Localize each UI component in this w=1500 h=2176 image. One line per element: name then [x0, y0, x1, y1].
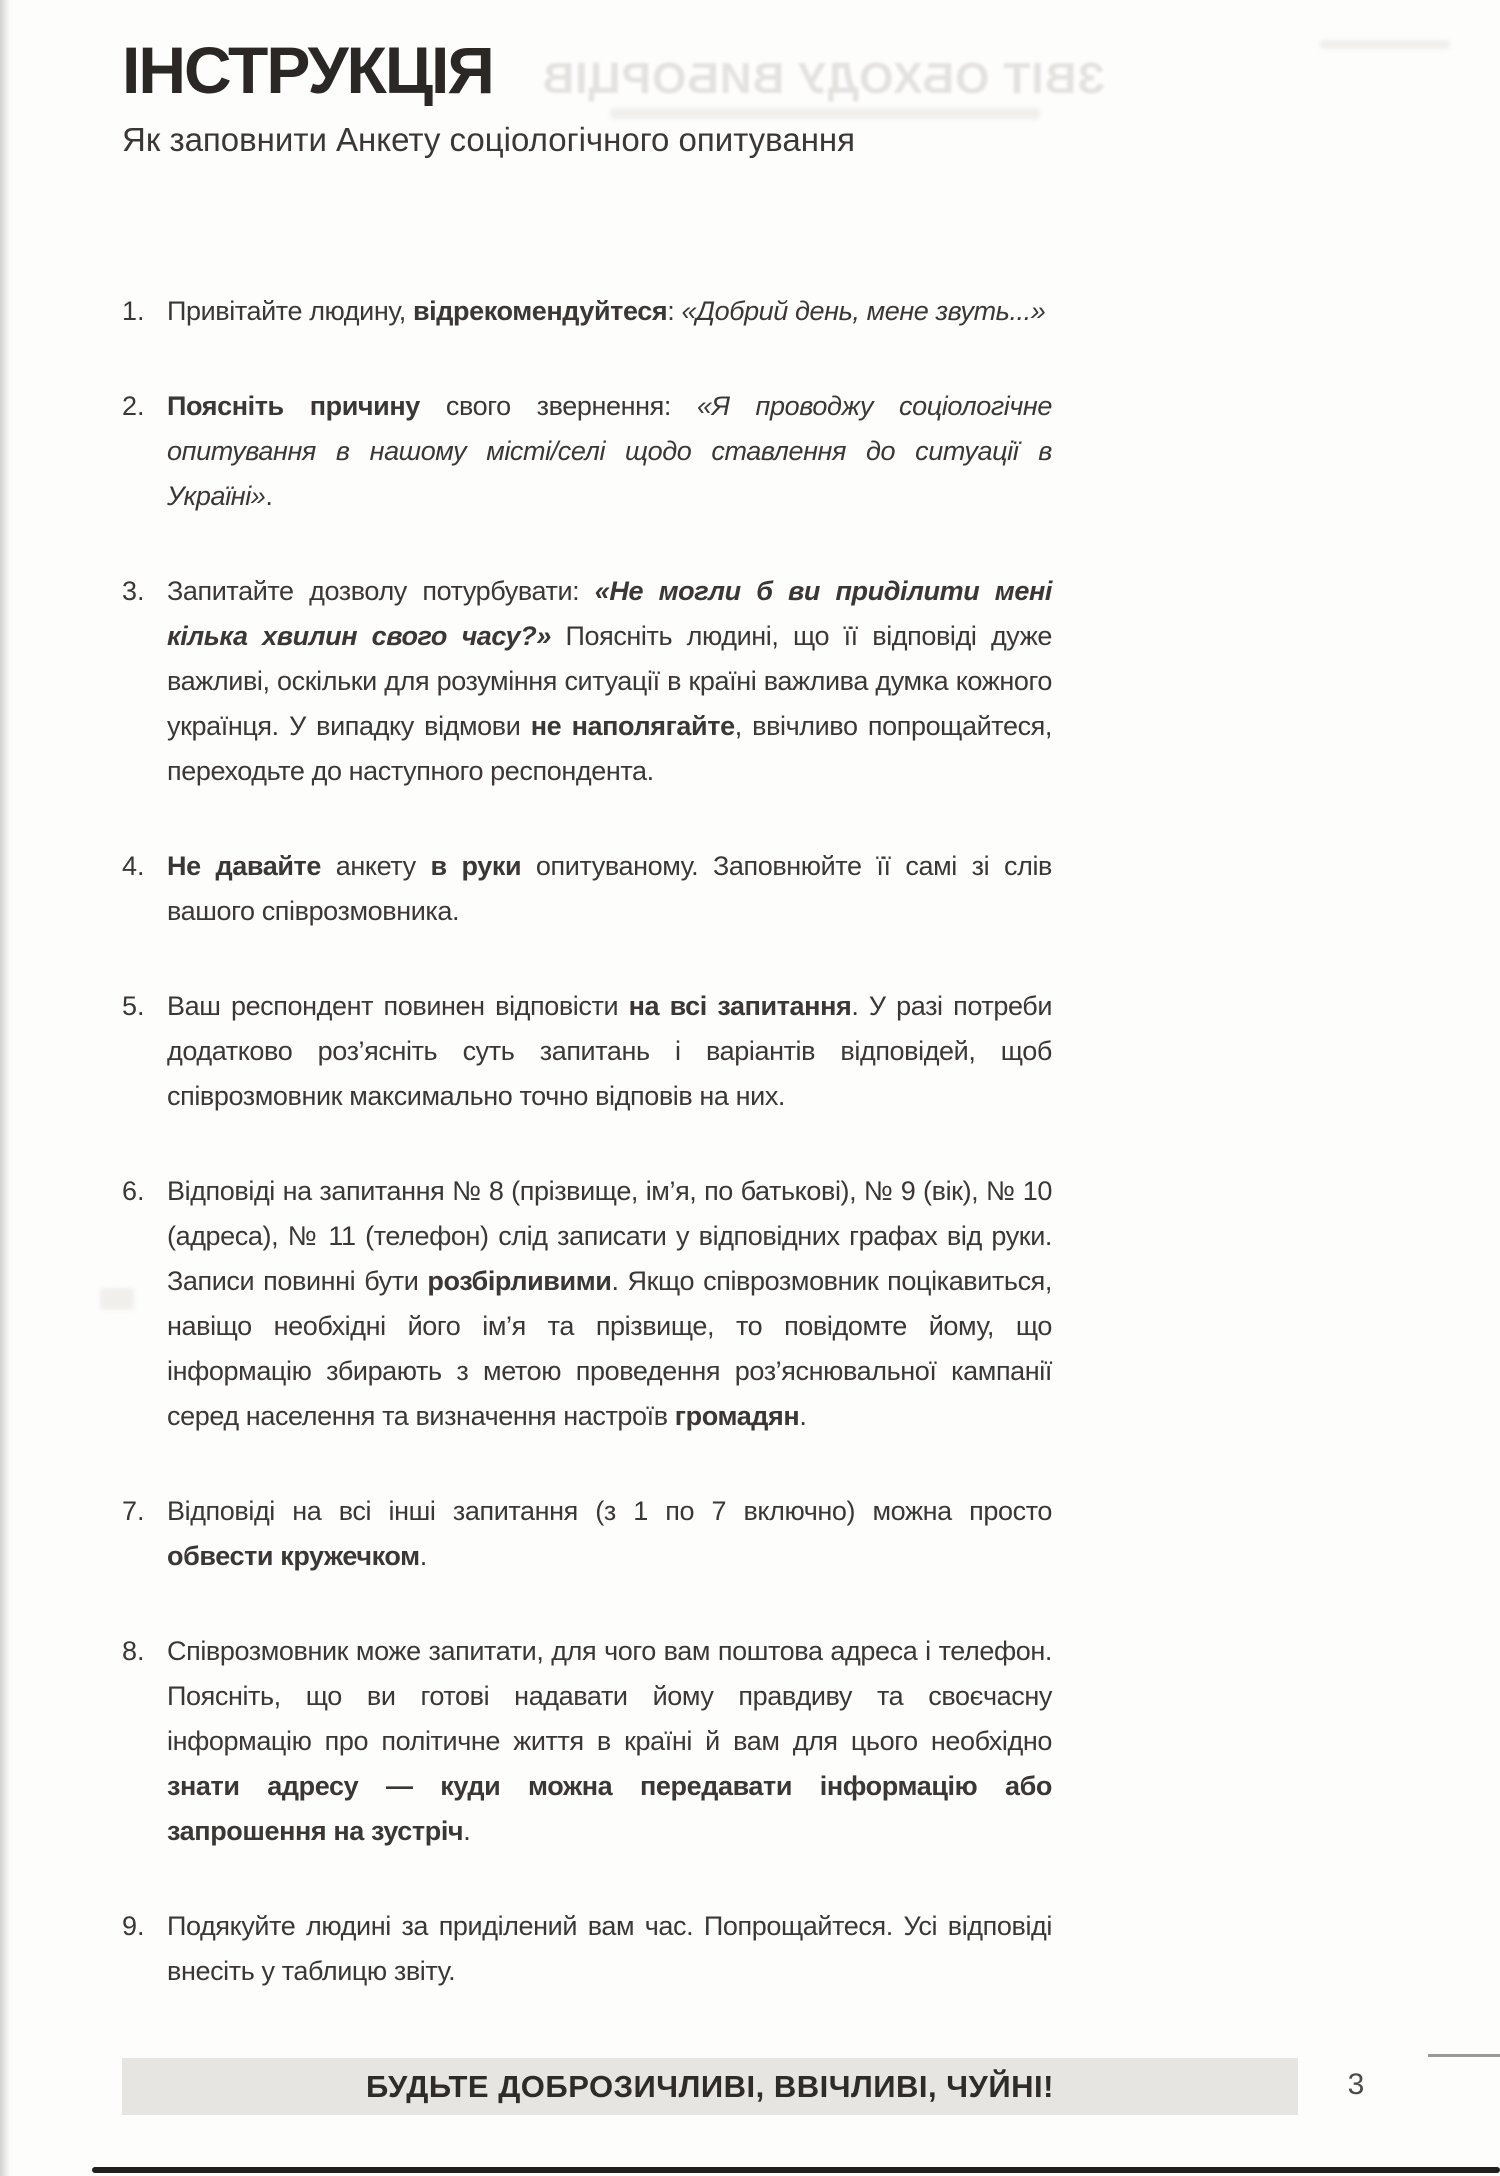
document-content — [122, 33, 1053, 2044]
item-text: Ваш респондент повинен відповісти на всі запитання. У разі потреби додатково роз’ясніть суть запитань і варіантів відповідей, щоб співрозмовник максимально точно відповів на них. — [167, 990, 1052, 1111]
item-number: 3. — [122, 575, 145, 606]
instruction-item — [122, 1904, 1052, 1994]
item-number: 6. — [122, 1175, 145, 1206]
instruction-list — [122, 289, 1052, 1994]
item-text: Не давайте анкету в руки опитуваному. Заповнюйте її самі зі слів вашого співрозмовника. — [167, 850, 1052, 926]
scan-artifact-left-edge — [0, 0, 10, 2176]
item-number: 7. — [122, 1495, 145, 1526]
instruction-item — [122, 844, 1052, 934]
item-number: 9. — [122, 1910, 145, 1941]
footer-banner: БУДЬТЕ ДОБРОЗИЧЛИВІ, ВВІЧЛИВІ, ЧУЙНІ! — [122, 2058, 1298, 2115]
item-number: 4. — [122, 850, 145, 881]
instruction-item — [122, 1489, 1052, 1579]
instruction-item — [122, 569, 1052, 794]
item-text: Подякуйте людині за приділений вам час. Попрощайтеся. Усі відповіді внесіть у таблицю звіту. — [167, 1910, 1052, 1986]
scan-artifact-bottom-edge — [92, 2167, 1500, 2173]
item-number: 1. — [122, 295, 145, 326]
bleedthrough-text: ЗВІТ ОБХОДУ ВИБОРЦІВ — [541, 54, 1105, 103]
instruction-item — [122, 984, 1052, 1119]
item-text: Поясніть причину свого звернення: «Я проводжу соціологічне опитування в нашому місті/селі щодо ставлення до ситуації в Україні». — [167, 390, 1052, 511]
item-number: 2. — [122, 390, 145, 421]
item-text: Відповіді на всі інші запитання (з 1 по 7 включно) можна просто обвести кружечком. — [167, 1495, 1052, 1571]
item-number: 5. — [122, 990, 145, 1021]
instruction-item — [122, 384, 1052, 519]
item-text: Співрозмовник може запитати, для чого вам поштова адреса і телефон. Поясніть, що ви готові надавати йому правдиву та своєчасну інформацію про політичне життя в країні й вам для цього необхідно знати адресу — куди можна передавати інформацію або запрошення на зустріч. — [167, 1635, 1052, 1846]
instruction-item — [122, 1169, 1052, 1439]
page-number: 3 — [1347, 2068, 1365, 2101]
page-subtitle: Як заповнити Анкету соціологічного опитування — [122, 121, 856, 159]
page-number-rule — [1428, 2054, 1500, 2057]
item-text: Відповіді на запитання № 8 (прізвище, ім’я, по батькові), № 9 (вік), № 10 (адреса), № 11 (телефон) слід записати у відповідних графах від руки. Записи повинні бути розбірливими. Якщо співрозмовник поцікавиться, навіщо необхідні його ім’я та прізвище, то повідомте йому, що інформацію збирають з метою проведення роз’яснювальної кампанії серед населення та визначення настроїв громадян. — [167, 1175, 1052, 1431]
instruction-item — [122, 1629, 1052, 1854]
item-text: Запитайте дозволу потурбувати: «Не могли б ви приділити мені кілька хвилин свого часу?» Поясніть людині, що її відповіді дуже важливі, оскільки для розуміння ситуації в країні важлива думка кожного українця. У випадку відмови не наполягайте, ввічливо попрощайтеся, переходьте до наступного респондента. — [167, 575, 1053, 786]
item-number: 8. — [122, 1635, 145, 1666]
item-text: Привітайте людину, відрекомендуйтеся: «Добрий день, мене звуть...» — [167, 295, 1046, 326]
scan-artifact-smudge — [1320, 40, 1450, 49]
instruction-item — [122, 289, 1052, 334]
page-title: ІНСТРУКЦІЯ — [122, 33, 493, 107]
